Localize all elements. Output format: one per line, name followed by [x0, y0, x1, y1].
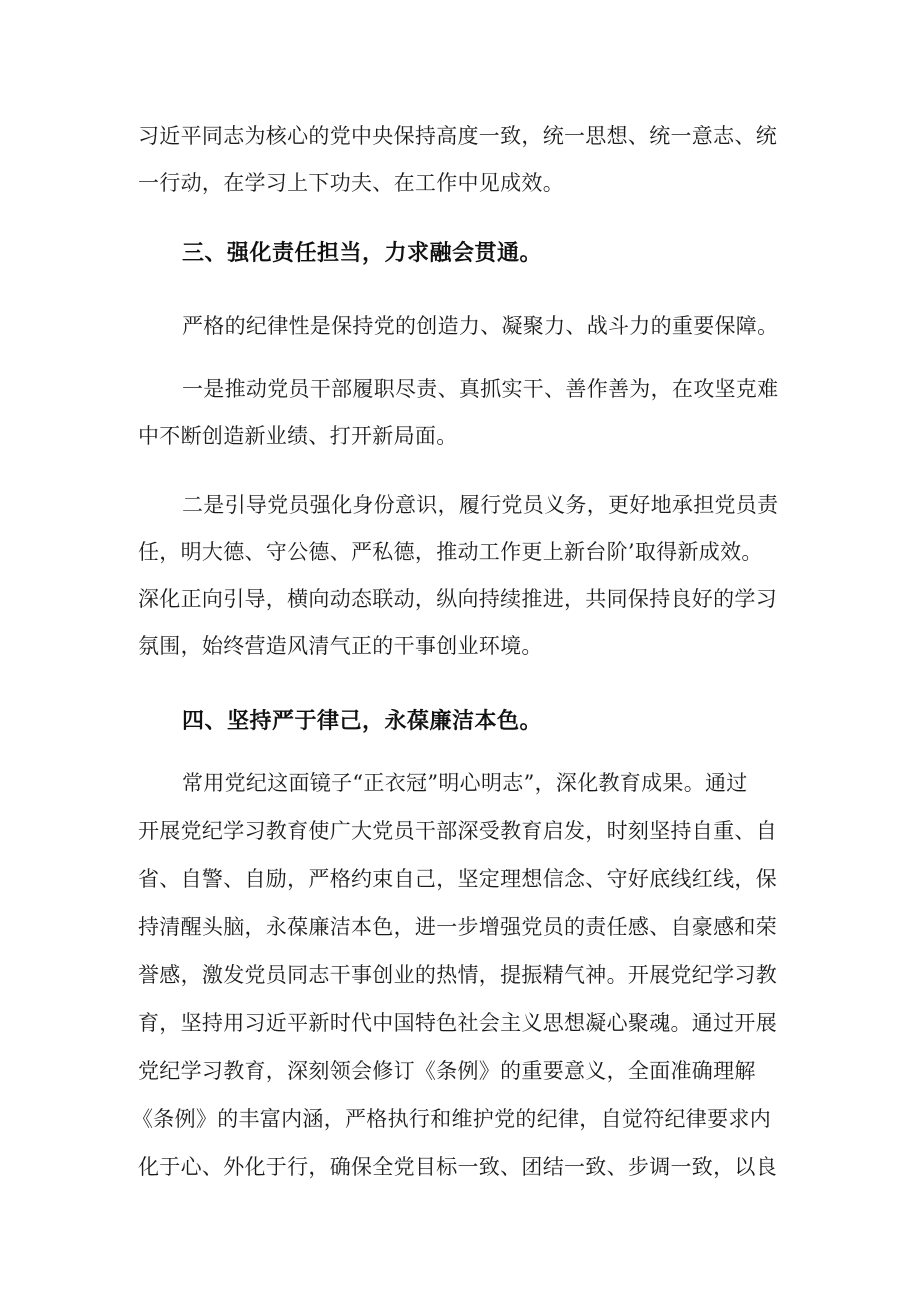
paragraph-line: 省、自警、自励，严格约束自己，坚定理想信念、守好底线红线，保 [138, 867, 777, 891]
paragraph-line: 深化正向引导，横向动态联动，纵向持续推进，共同保持良好的学习 [138, 587, 777, 611]
paragraph-line: 《条例》的丰富内涵，严格执行和维护党的纪律，自觉符纪律要求内 [132, 1107, 771, 1131]
paragraph-line: 中不断创造新业绩、打开新局面。 [138, 424, 458, 448]
paragraph-line: 誉感，激发党员同志干事创业的热情，提振精气神。开展党纪学习教 [138, 963, 777, 987]
paragraph-line: 严格的纪律性是保持党的创造力、凝聚力、战斗力的重要保障。 [182, 314, 779, 338]
paragraph-line: 常用党纪这面镜子“正衣冠”明心明志”，深化教育成果。通过 [182, 771, 748, 795]
paragraph-line: 氛围，始终营造风清气正的干事创业环境。 [138, 634, 543, 658]
paragraph-line: 党纪学习教育，深刻领会修订《条例》的重要意义，全面准确理解 [138, 1059, 756, 1083]
section-heading-4: 四、坚持严于律己，永葆廉洁本色。 [182, 709, 543, 734]
paragraph-line: 一是推动党员干部履职尽责、真抓实干、善作善为，在攻坚克难 [182, 377, 779, 401]
paragraph-line: 化于心、外化于行，确保全党目标一致、团结一致、步调一致，以良 [138, 1155, 777, 1179]
paragraph-line: 育，坚持用习近平新时代中国特色社会主义思想凝心聚魂。通过开展 [138, 1011, 777, 1035]
section-heading-3: 三、强化责任担当，力求融会贯通。 [182, 241, 543, 266]
paragraph-line: 开展党纪学习教育使广大党员干部深受教育启发，时刻坚持自重、自 [138, 819, 777, 843]
paragraph-line: 一行动，在学习上下功夫、在工作中见成效。 [138, 171, 564, 195]
paragraph-line: 习近平同志为核心的党中央保持高度一致，统一思想、统一意志、统 [138, 124, 777, 148]
paragraph-line: 任，明大德、守公德、严私德，推动工作更上新台阶’取得新成效。 [138, 540, 763, 564]
paragraph-line: 持清醒头脑，永葆廉洁本色，进一步增强党员的责任感、自豪感和荣 [138, 915, 777, 939]
paragraph-line: 二是引导党员强化身份意识，履行党员义务，更好地承担党员责 [182, 493, 779, 517]
